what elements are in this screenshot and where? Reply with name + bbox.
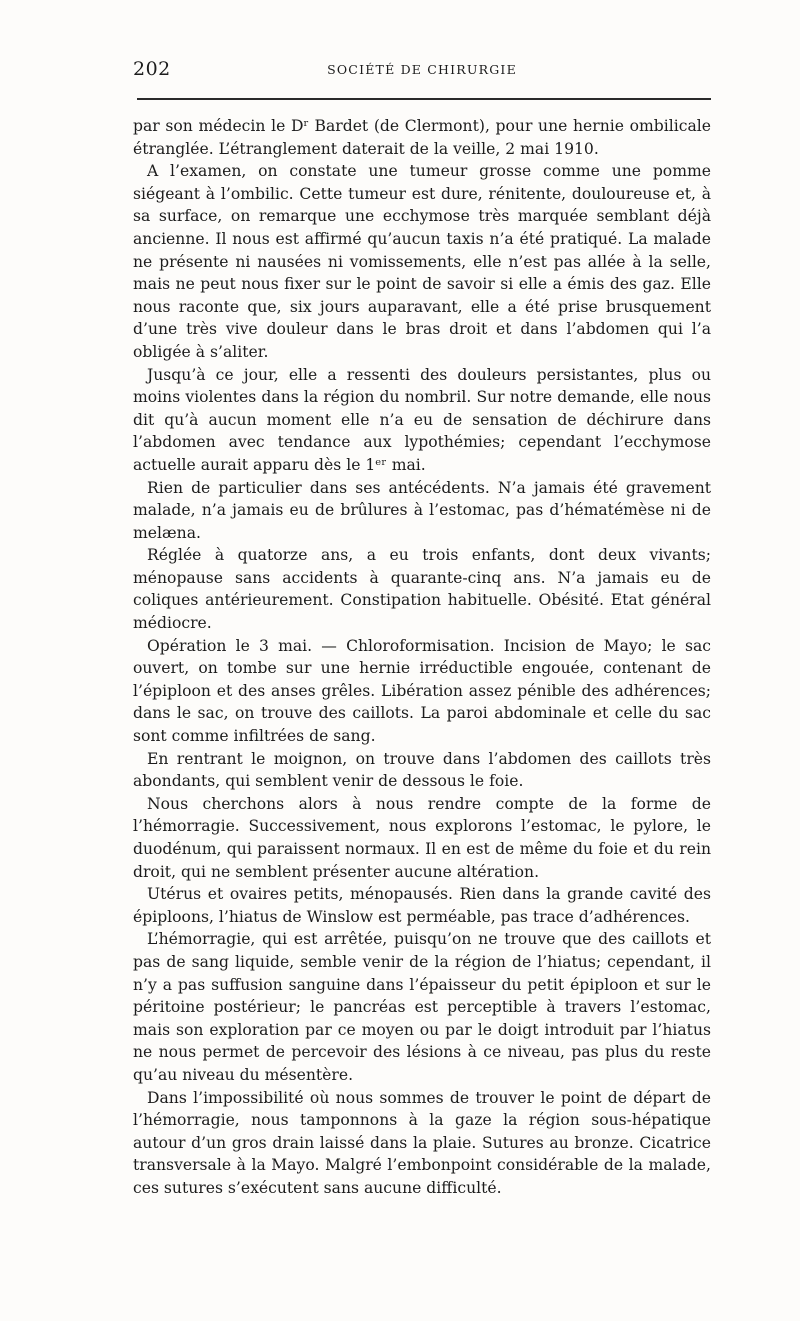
header-rule (137, 98, 711, 100)
paragraph: Réglée à quatorze ans, a eu trois enfants, dont deux vivants; ménopause sans accidents à quarante-cinq ans. N’a jamais eu de coliques antérieurement. Constipation habituelle. Obésité. Etat général médiocre. (133, 546, 711, 633)
paragraph: Opération le 3 mai. — Chloroformisation. Incision de Mayo; le sac ouvert, on tombe sur une hernie irréductible engouée, contenant de l’épiploon et des anses grêles. Libération assez pénible des adhérences; dans le sac, on trouve des caillots. La paroi abdominale et celle du sac sont comme infiltrées de sang. (133, 636, 711, 746)
page-number: 202 (133, 58, 171, 80)
paragraph: par son médecin le Dʳ Bardet (de Clermont), pour une hernie ombilicale étranglée. L’étranglement daterait de la veille, 2 mai 1910. (133, 117, 711, 158)
body-text (133, 115, 711, 1200)
page-header (133, 58, 711, 84)
paragraph: Jusqu’à ce jour, elle a ressenti des douleurs persistantes, plus ou moins violentes dans la région du nombril. Sur notre demande, elle nous dit qu’à aucun moment elle n’a eu de sensation de déchirure dans l’abdomen avec tendance aux lypothémies; cependant l’ecchymose actuelle aurait apparu dès le 1ᵉʳ mai. (133, 365, 711, 474)
paragraph: En rentrant le moignon, on trouve dans l’abdomen des caillots très abondants, qui semblent venir de dessous le foie. (133, 749, 711, 791)
paragraph: L’hémorragie, qui est arrêtée, puisqu’on ne trouve que des caillots et pas de sang liquide, semble venir de la région de l’hiatus; cependant, il n’y a pas suffusion sanguine dans l’épaisseur du petit épiploon et sur le péritoine postérieur; le pancréas est perceptible à travers l’estomac, mais son exploration par ce moyen ou par le doigt introduit par l’hiatus ne nous permet de percevoir des lésions à ce niveau, pas plus du reste qu’au niveau du mésentère. (133, 930, 711, 1084)
paragraph: Dans l’impossibilité où nous sommes de trouver le point de départ de l’hémorragie, nous tamponnons à la gaze la région sous-hépatique autour d’un gros drain laissé dans la plaie. Sutures au bronze. Cicatrice transversale à la Mayo. Malgré l’embonpoint considérable de la malade, ces sutures s’exécutent sans aucune difficulté. (133, 1088, 711, 1197)
paragraph: A l’examen, on constate une tumeur grosse comme une pomme siégeant à l’ombilic. Cette tumeur est dure, rénitente, douloureuse et, à sa surface, on remarque une ecchymose très marquée semblant déjà ancienne. Il nous est affirmé qu’aucun taxis n’a été pratiqué. La malade ne présente ni nausées ni vomissements, elle n’est pas allée à la selle, mais ne peut nous fixer sur le point de savoir si elle a émis des gaz. Elle nous raconte que, six jours auparavant, elle a été prise brusquement d’une très vive douleur dans le bras droit et dans l’abdomen qui l’a obligée à s’aliter. (133, 162, 711, 361)
running-head: SOCIÉTÉ DE CHIRURGIE (327, 62, 517, 77)
paragraph: Rien de particulier dans ses antécédents. N’a jamais été gravement malade, n’a jamais eu de brûlures à l’estomac, pas d’hématémèse ni de melæna. (133, 478, 711, 542)
paragraph: Utérus et ovaires petits, ménopausés. Rien dans la grande cavité des épiploons, l’hiatus de Winslow est perméable, pas trace d’adhérences. (133, 885, 711, 926)
paragraph: Nous cherchons alors à nous rendre compte de la forme de l’hémorragie. Successivement, nous explorons l’estomac, le pylore, le duodénum, qui paraissent normaux. Il en est de même du foie et du rein droit, qui ne semblent présenter aucune altération. (133, 794, 711, 881)
